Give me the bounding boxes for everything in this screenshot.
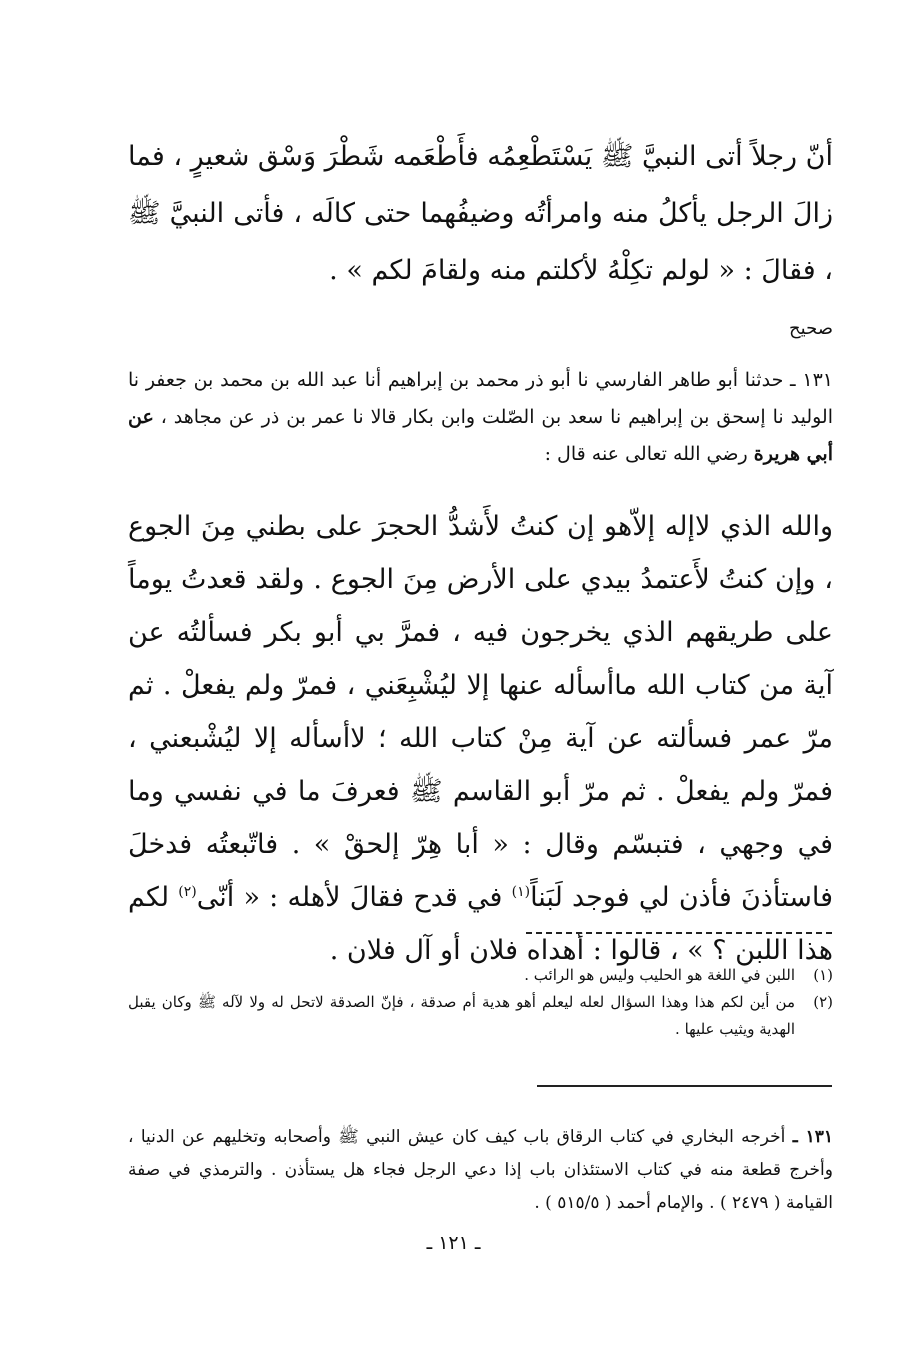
hadith-131-matn	[128, 500, 833, 977]
footnote-number: (٢)	[813, 993, 833, 1011]
footnote-marker-1[interactable]: (١)	[511, 884, 531, 900]
hadith-131-isnad	[128, 362, 833, 473]
footnote-text: من أين لكم هذا وهذا السؤال لعله ليعلم أهو هدية أم صدقة ، فإنّ الصدقة لاتحل له ولا لآله ﷺ وكان يقبل الهدية ويثيب عليها .	[128, 993, 795, 1038]
hadith-grade	[128, 317, 833, 341]
takhrij-text: أخرجه البخاري في كتاب الرقاق باب كيف كان عيش النبي ﷺ وأصحابه وتخليهم عن الدنيا ، وأخرج قطعة منه في كتاب الاستئذان باب إذا دعي الرجل فجاء هل يستأذن . والترمذي في صفة القيامة ( ٢٤٧٩ ) . والإمام أحمد ( ٥١٥/٥ ) .	[128, 1127, 833, 1213]
footnote-text: اللبن في اللغة هو الحليب وليس هو الرائب .	[524, 966, 795, 984]
hadith-continuation	[128, 128, 833, 299]
footnote-number: (١)	[813, 966, 833, 984]
isnad-text: ١٣١ ـ حدثنا أبو طاهر الفارسي نا أبو ذر محمد بن إبراهيم أنا عبد الله بن محمد بن جعفر نا الوليد نا إسحق بن إبراهيم نا سعد بن الصّلت وابن بكار قالا نا عمر بن ذر عن مجاهد ،	[128, 369, 833, 428]
hadith-continuation-text: أنّ رجلاً أتى النبيَّ ﷺ يَسْتَطْعِمُه فأَطْعَمه شَطْرَ وَسْق شعيرٍ ، فما زالَ الرجل يأكلُ منه وامرأتُه وضيفُهما حتى كالَه ، فأتى النبيَّ ﷺ ، فقالَ : « لولم تكِلْهُ لأكلتم منه ولقامَ لكم » .	[128, 141, 833, 286]
matn-text-part3: لكم هذا اللبن ؟ » ، قالوا : أهداه فلان أو آل فلان .	[128, 882, 833, 966]
footnote-1	[128, 962, 833, 989]
matn-text-part1: والله الذي لاإله إلاّهو إن كنتُ لأَشدُّ الحجرَ على بطني مِنَ الجوع ، وإن كنتُ لأَعتمدُ بيدي على الأرض مِنَ الجوع . ولقد قعدتُ يوماً على طريقهم الذي يخرجون فيه ، فمرَّ بي أبو بكر فسألتُه عن آية من كتاب الله ماأسأله عنها إلا ليُشْبِعَني ، فمرّ ولم يفعلْ . ثم مرّ عمر فسألته عن آية مِنْ كتاب الله ؛ لاأسأله إلا ليُشْبعني ، فمرّ ولم يفعلْ . ثم مرّ أبو القاسم ﷺ فعرفَ ما في نفسي وما في وجهي ، فتبسّم وقال : « أبا هِرّ إلحقْ » . فاتّبعتُه فدخلَ فاستأذنَ فأذن لي فوجد لَبَناً	[128, 511, 833, 913]
page-number: ـ ١٢١ ـ	[426, 1232, 481, 1254]
takhrij-number: ١٣١ ـ	[792, 1127, 833, 1147]
footnotes	[128, 962, 833, 1043]
takhrij-separator-rule	[537, 1085, 832, 1087]
footnote-marker-2[interactable]: (٢)	[178, 884, 197, 900]
footnote-separator-dashed	[526, 932, 832, 934]
isnad-end-text: رضي الله تعالى عنه قال :	[544, 443, 748, 465]
grade-label: صحيح	[789, 318, 833, 339]
takhrij-section	[128, 1121, 833, 1220]
footnote-2	[128, 989, 833, 1043]
narrator-name: عن أبي هريرة	[128, 406, 833, 465]
matn-text-part2: في قدح فقالَ لأهله : « أنّى	[196, 882, 503, 913]
